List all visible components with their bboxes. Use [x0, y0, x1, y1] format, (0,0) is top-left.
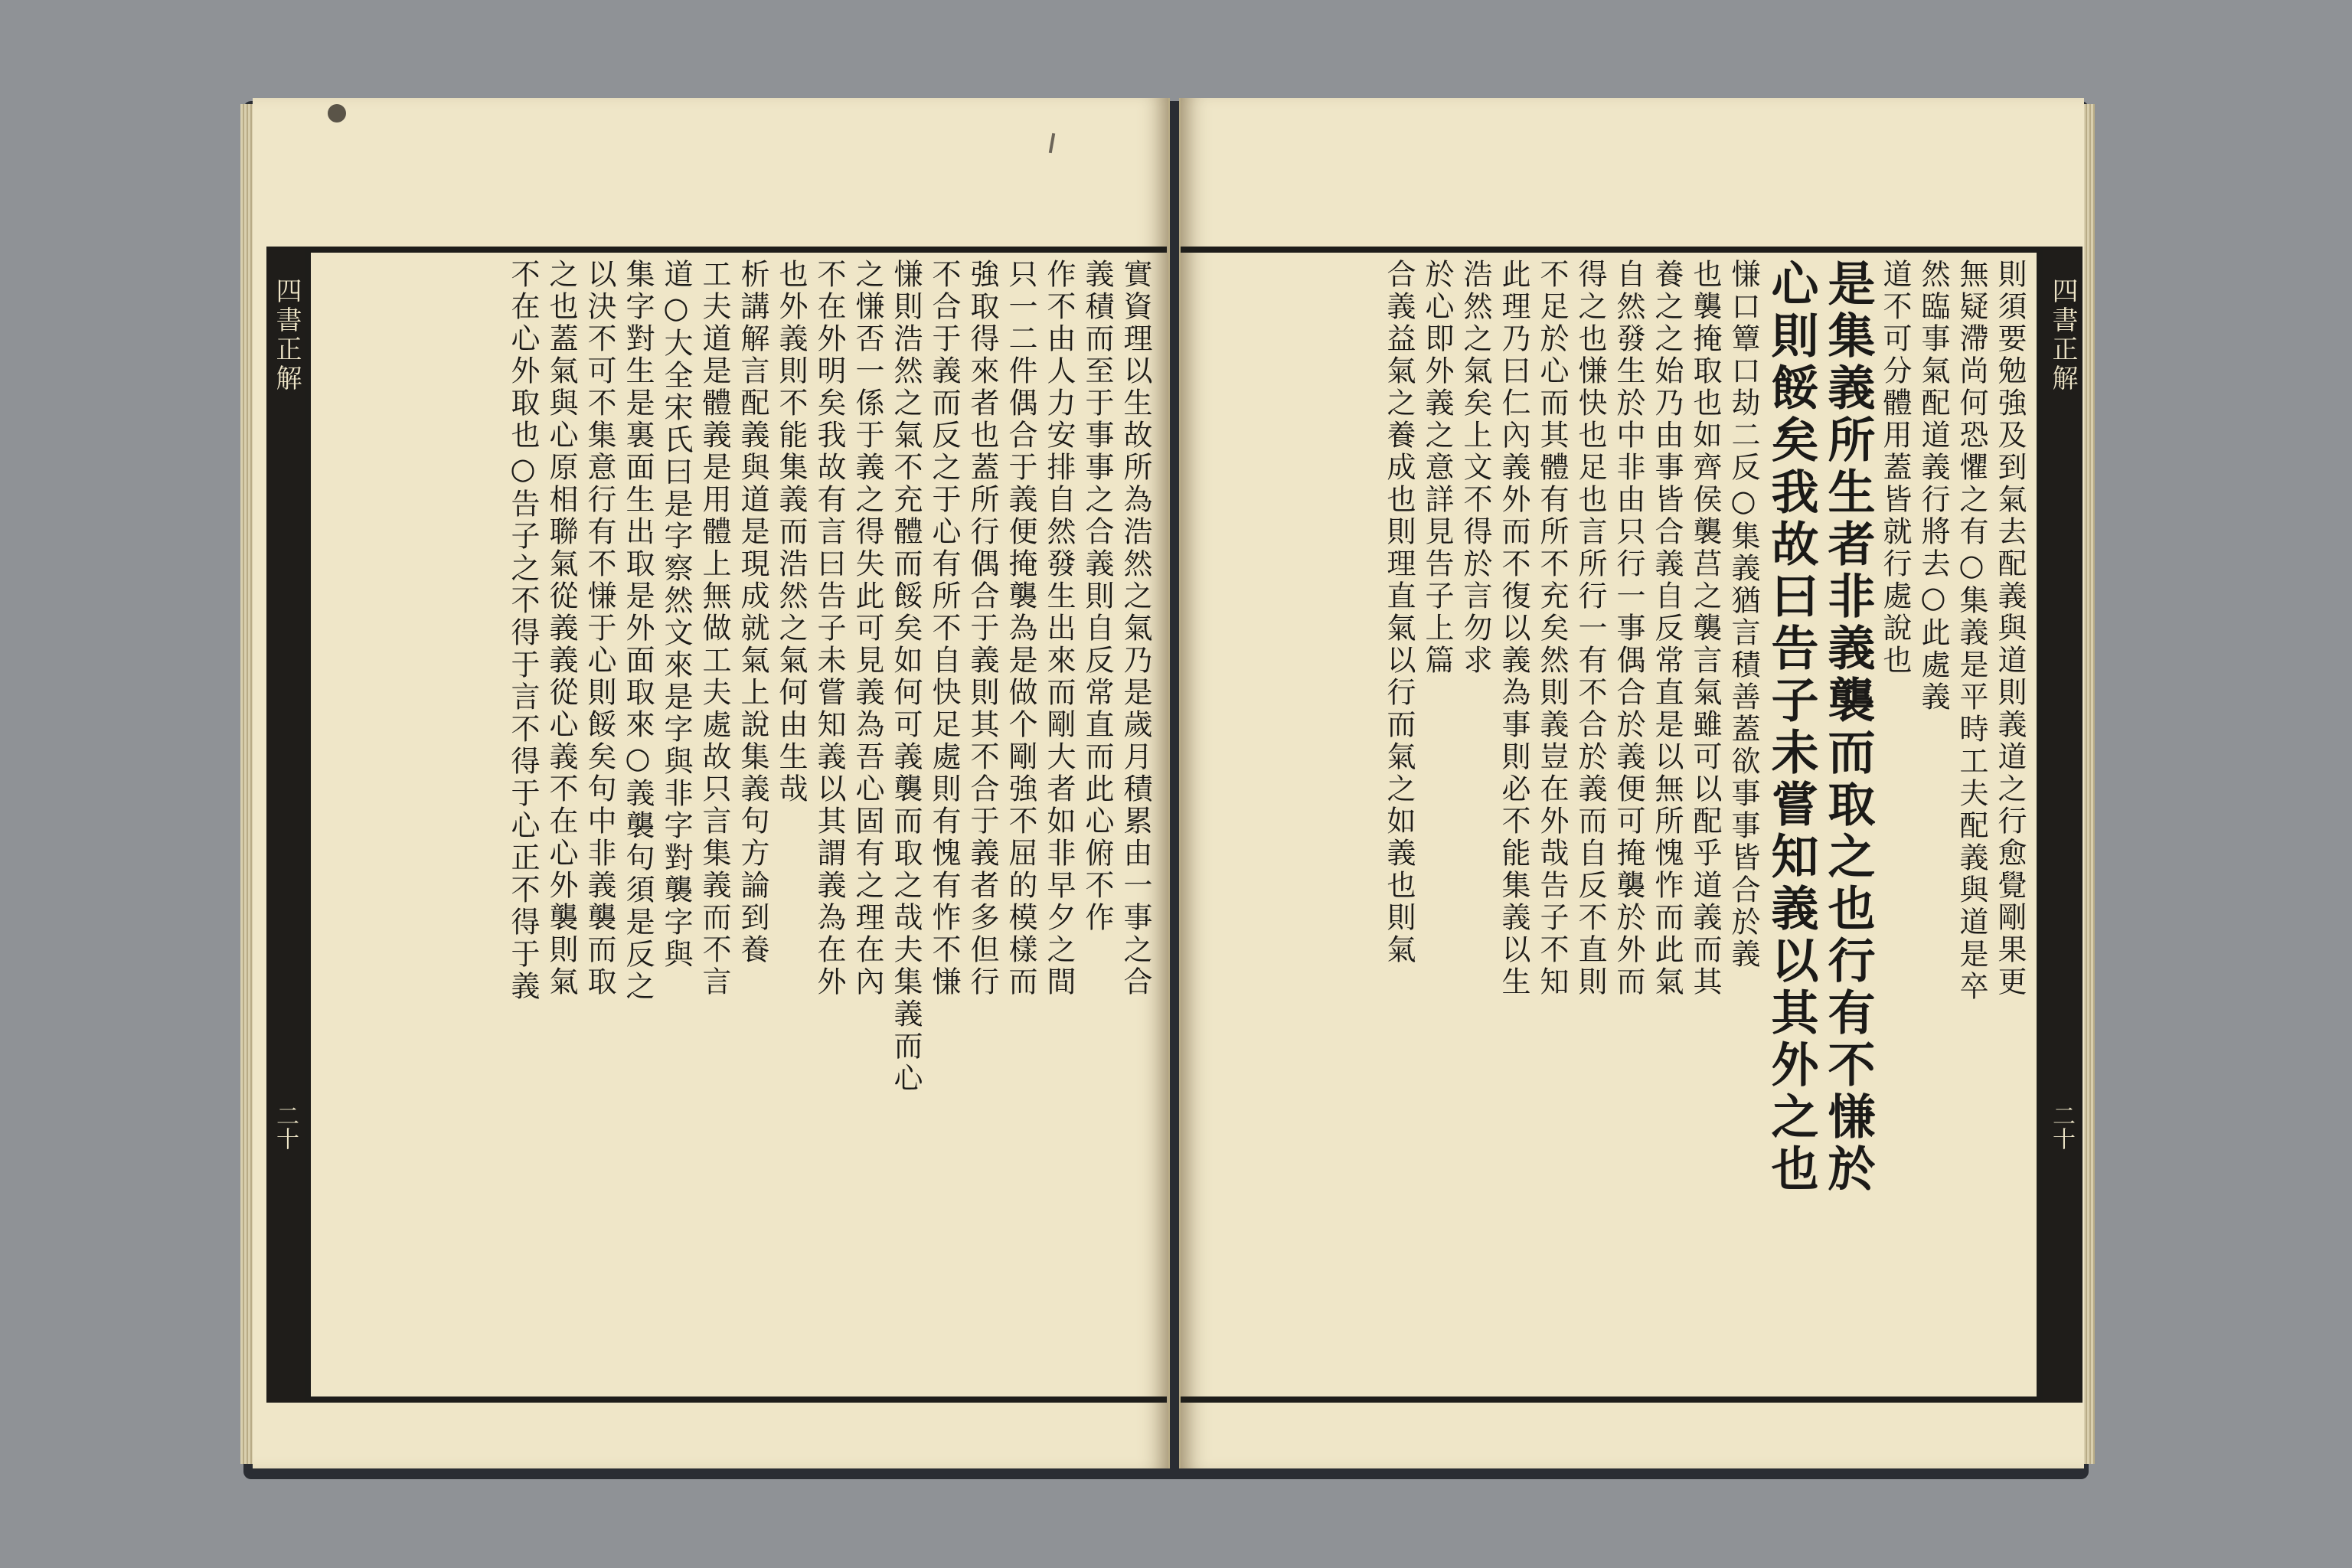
left-page-text-column: 不合于義而反之于心有所不自快足處則有愧有怍不慊 — [927, 259, 961, 998]
left-page-text-column: 以決不可不集意行有不慊于心則餒矣句中非義襲而取 — [583, 259, 616, 998]
right-page-text-column: 得之也慊快也足也言所行一有不合於義而自反不直則 — [1573, 259, 1607, 998]
left-page-text-column: 道○大全宋氏曰是字察然文來是字與非字對襲字與 — [659, 259, 693, 971]
left-page-text-column: 只一二件偶合于義便掩襲為是做个剛強不屈的模樣而 — [1004, 259, 1037, 998]
right-page-text-column: 然臨事氣配道義行將去○此處義 — [1916, 259, 1950, 714]
right-page-text-column: 無疑滯尚何恐懼之有○集義是平時工夫配義與道是卒 — [1955, 259, 1988, 1003]
right-text-block — [1194, 259, 2029, 1392]
right-page-text-column: 心則餒矣我故曰告子未嘗知義以其外之也 — [1763, 259, 1819, 1196]
ink-dot-mark — [328, 104, 346, 122]
right-page-text-column: 不足於心而其體有所不充矣然則義豈在外哉告子不知 — [1535, 259, 1569, 998]
right-page-text-column: 是集義所生者非義襲而取之也行有不慊於 — [1820, 259, 1876, 1196]
left-page-text-column: 慊則浩然之氣不充體而餒矣如何可義襲而取之哉夫集義而心 — [889, 259, 923, 1095]
right-page-text-column: 合義益氣之養成也則理直氣以行而氣之如義也則氣 — [1382, 259, 1416, 966]
left-page-text-column: 析講解言配義與道是現成就氣上說集義句方論到養 — [736, 259, 769, 966]
left-page-text-column: 強取得來者也蓋所行偶合于義則其不合于義者多但行 — [965, 259, 999, 998]
right-page-text-column: 此理乃曰仁內義外而不復以義為事則必不能集義以生 — [1497, 259, 1530, 998]
left-page-text-column: 作不由人力安排自然發生出來而剛大者如非早夕之間 — [1042, 259, 1076, 998]
left-page-text-column: 不在心外取也○告子之不得于言不得于心正不得于義 — [506, 259, 540, 1003]
right-page-text-column: 浩然之氣矣上文不得於言勿求 — [1459, 259, 1492, 677]
left-page-text-column: 實資理以生故所為浩然之氣乃是歲月積累由一事之合 — [1119, 259, 1152, 998]
left-page-text-column: 也外義則不能集義而浩然之氣何由生哉 — [774, 259, 808, 805]
right-folio-number: 二十 — [2048, 1104, 2075, 1150]
left-page-text-column: 義積而至于事事之合義則自反常直而此心俯不作 — [1080, 259, 1114, 934]
left-page-text-column: 不在外明矣我故有言曰告子未嘗知義以其謂義為在外 — [812, 259, 846, 998]
right-page-text-column: 自然發生於中非由只行一事偶合於義便可掩襲於外而 — [1612, 259, 1645, 998]
left-banxin-title: 四書正解 — [271, 277, 302, 394]
right-page-text-column: 也襲掩取也如齊侯襲莒之襲言氣雖可以配乎道義而其 — [1688, 259, 1722, 998]
right-page-text-column: 慊口簟口劫二反○集義猶言積善蓋欲事事皆合於義 — [1726, 259, 1760, 971]
left-page-text-column: 之也蓋氣與心原相聯氣從義義從心義不在心外襲則氣 — [544, 259, 578, 998]
left-banxin — [266, 247, 306, 1403]
left-folio-number: 二十 — [272, 1104, 299, 1150]
right-banxin-title: 四書正解 — [2047, 277, 2078, 394]
right-page-text-column: 養之之始乃由事皆合義自反常直是以無所愧怍而此氣 — [1650, 259, 1684, 998]
left-page-text-column: 工夫道是體義是用體上無做工夫處故只言集義而不言 — [697, 259, 731, 998]
left-page-text-column: 之慊否一係于義之得失此可見義為吾心固有之理在內 — [851, 259, 884, 998]
right-page-text-column: 道不可分體用蓋皆就行處說也 — [1878, 259, 1912, 677]
right-banxin — [2043, 247, 2082, 1403]
left-text-block — [320, 259, 1155, 1392]
right-page-text-column: 於心即外義之意詳見告子上篇 — [1420, 259, 1454, 677]
right-page-text-column: 則須要勉強及到氣去配義與道則義道之行愈覺剛果更 — [1993, 259, 2027, 998]
left-page-text-column: 集字對生是裏面生出取是外面取來○義襲句須是反之 — [621, 259, 655, 1003]
